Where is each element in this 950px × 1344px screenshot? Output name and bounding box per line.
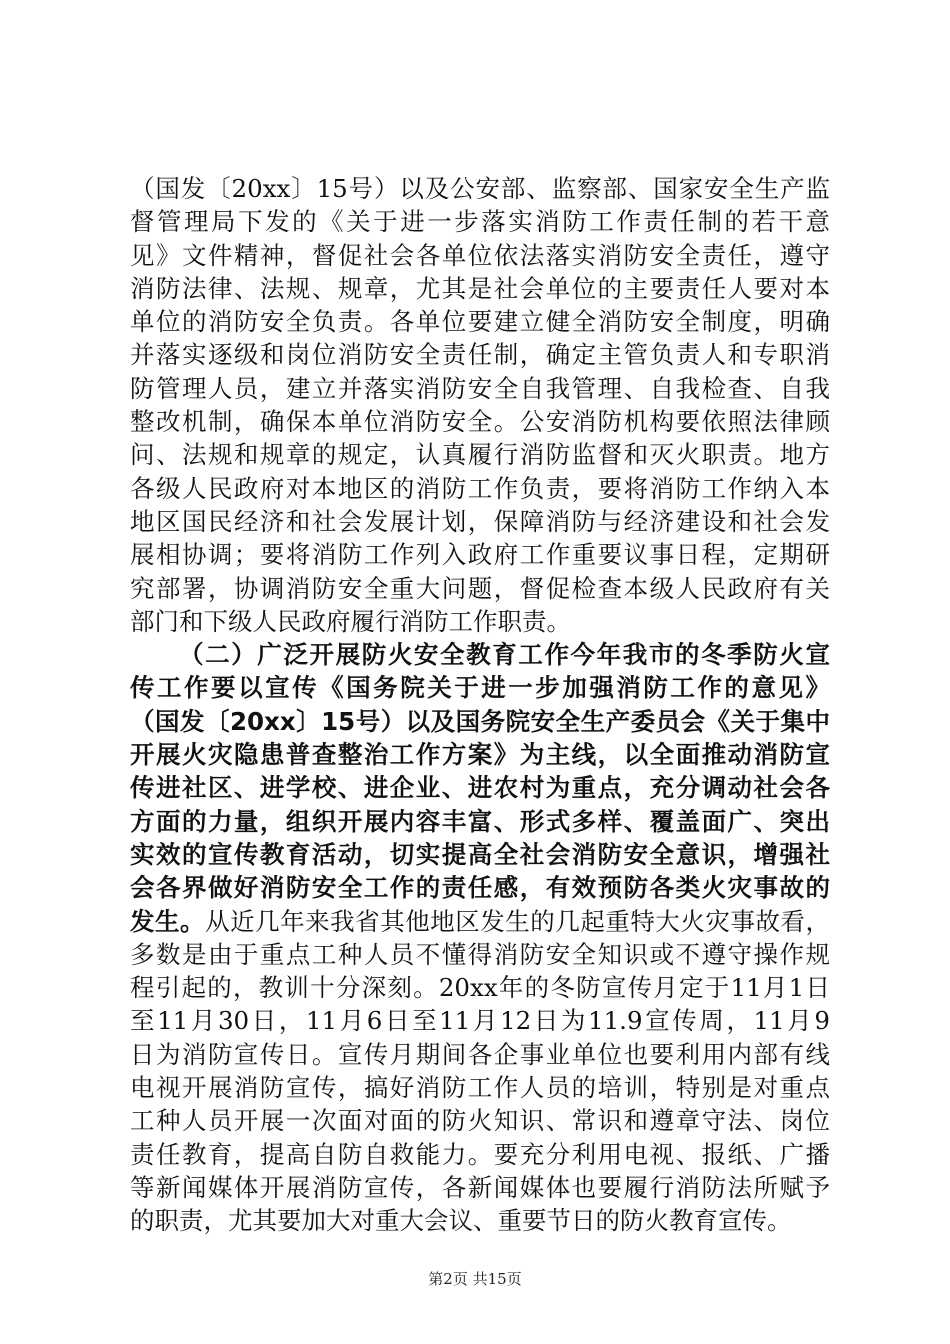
paragraph-1 (130, 172, 830, 638)
text-line: 传进社区、进学校、进企业、进农村为重点，充分调动社会各 (130, 773, 830, 803)
text-line: （国发〔20xx〕15号）以及国务院安全生产委员会《关于集中 (130, 706, 830, 736)
text-line: 各级人民政府对本地区的消防工作负责，要将消防工作纳入本 (130, 473, 830, 503)
page-number: 第2页 共15页 (428, 1270, 522, 1288)
text-line: 开展火灾隐患普查整治工作方案》为主线，以全面推动消防宣 (130, 740, 830, 770)
text-line: 会各界做好消防安全工作的责任感，有效预防各类火灾事故的 (130, 873, 830, 903)
text-line: 等新闻媒体开展消防宣传，各新闻媒体也要履行消防法所赋予 (130, 1172, 830, 1202)
text-line: 消防法律、法规、规章，尤其是社会单位的主要责任人要对本 (130, 273, 830, 303)
paragraph-2-bold-section (130, 638, 830, 904)
text-line: 电视开展消防宣传，搞好消防工作人员的培训，特别是对重点 (130, 1073, 830, 1103)
text-line-mixed (130, 905, 830, 938)
text-line: 实效的宣传教育活动，切实提高全社会消防安全意识，增强社 (130, 839, 830, 869)
text-line: 部门和下级人民政府履行消防工作职责。 (130, 606, 571, 636)
bold-fragment: 发生。 (130, 906, 206, 936)
text-line: 地区国民经济和社会发展计划，保障消防与经济建设和社会发 (130, 506, 830, 536)
text-line: 至11月30日，11月6日至11月12日为11.9宣传周，11月9 (130, 1006, 830, 1036)
text-line: 责任教育，提高自防自救能力。要充分利用电视、报纸、广播 (130, 1139, 830, 1169)
text-line: 多数是由于重点工种人员不懂得消防安全知识或不遵守操作规 (130, 939, 830, 969)
text-line: 的职责，尤其要加大对重大会议、重要节日的防火教育宣传。 (130, 1206, 792, 1236)
paragraph-2 (130, 638, 830, 1237)
text-line: 督管理局下发的《关于进一步落实消防工作责任制的若干意 (130, 207, 830, 237)
text-line: 问、法规和规章的规定，认真履行消防监督和灭火职责。地方 (130, 440, 830, 470)
text-line: 整改机制，确保本单位消防安全。公安消防机构要依照法律顾 (130, 407, 830, 437)
text-line: 防管理人员，建立并落实消防安全自我管理、自我检查、自我 (130, 373, 830, 403)
text-line: 传工作要以宣传《国务院关于进一步加强消防工作的意见》 (130, 673, 830, 703)
text-line: 究部署，协调消防安全重大问题，督促检查本级人民政府有关 (130, 573, 830, 603)
text-fragment: 从近几年来我省其他地区发生的几起重特大火灾事故看， (205, 906, 831, 936)
text-line: 程引起的，教训十分深刻。20xx年的冬防宣传月定于11月1日 (130, 973, 830, 1003)
text-line: （国发〔20xx〕15号）以及公安部、监察部、国家安全生产监 (130, 174, 830, 203)
text-line: 方面的力量，组织开展内容丰富、形式多样、覆盖面广、突出 (130, 806, 830, 836)
text-line: 展相协调；要将消防工作列入政府工作重要议事日程，定期研 (130, 540, 830, 570)
text-line: 并落实逐级和岗位消防安全责任制，确定主管负责人和专职消 (130, 340, 830, 370)
document-body (130, 172, 830, 1238)
text-line: 日为消防宣传日。宣传月期间各企事业单位也要利用内部有线 (130, 1039, 830, 1069)
text-line: 见》文件精神，督促社会各单位依法落实消防安全责任，遵守 (130, 240, 830, 270)
page-footer (0, 1268, 950, 1289)
section-heading-line: （二）广泛开展防火安全教育工作今年我市的冬季防火宣 (179, 640, 830, 670)
text-line: 工种人员开展一次面对面的防火知识、常识和遵章守法、岗位 (130, 1106, 830, 1136)
text-line: 单位的消防安全负责。各单位要建立健全消防安全制度，明确 (130, 307, 830, 337)
